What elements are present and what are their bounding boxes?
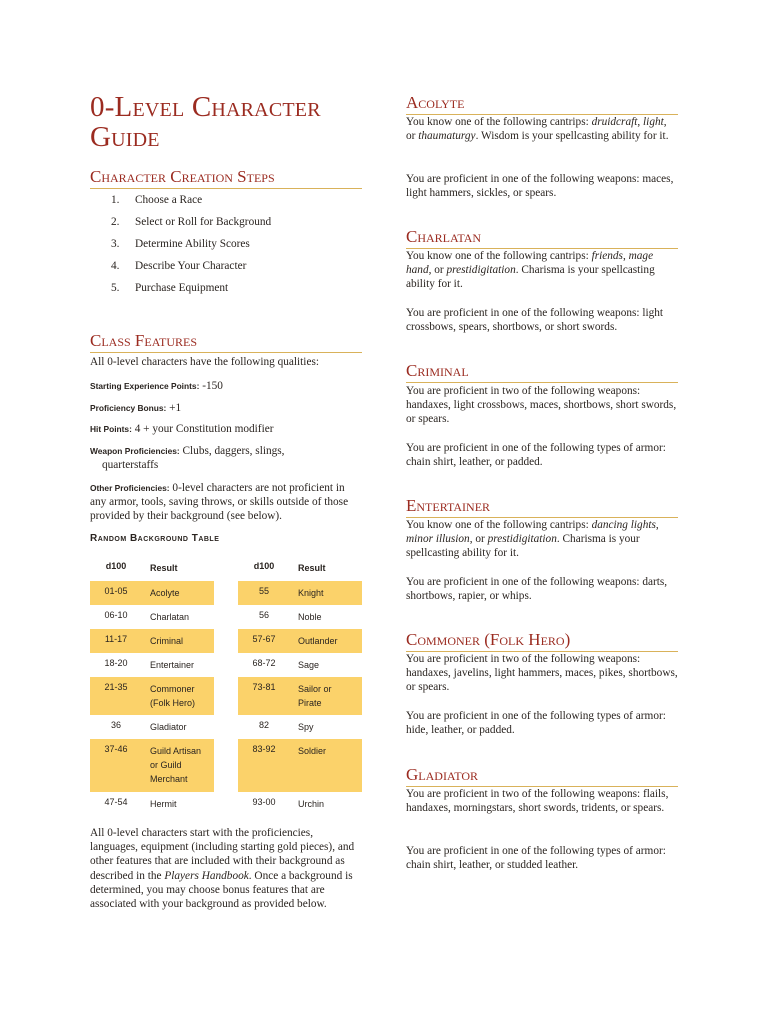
- table-row: 82 Spy: [258, 720, 314, 732]
- acolyte-weapons: You are proficient in one of the following weapons: maces, light hammers, sickles, or spears.: [406, 173, 674, 200]
- table-row: 57-67 Outlander: [238, 629, 362, 653]
- class-features-heading: Class Features: [90, 331, 362, 353]
- commoner-heading: Commoner (Folk Hero): [406, 630, 678, 652]
- feature-hit-points: Hit Points: 4 + your Constitution modifier: [90, 423, 274, 435]
- table-header: d100 Result: [105, 561, 178, 573]
- acolyte-heading: Acolyte: [406, 93, 678, 115]
- table-row: 55 Knight: [238, 581, 362, 605]
- criminal-weapons: You are proficient in two of the following weapons: handaxes, light crossbows, maces, shortbows, short swords, or spears.: [406, 385, 677, 426]
- list-item: 5. Purchase Equipment: [111, 282, 229, 294]
- table-row: 68-72 Sage: [252, 658, 320, 670]
- table-row: 18-20 Entertainer: [104, 658, 195, 670]
- entertainer-heading: Entertainer: [406, 496, 678, 518]
- entertainer-cantrips: You know one of the following cantrips: dancing lights, minor illusion, or prestidigitation. Charisma is your spellcasting ability for it.: [406, 519, 659, 560]
- table-row: 56 Noble: [258, 610, 322, 622]
- steps-list: [90, 193, 362, 303]
- charlatan-weapons: You are proficient in one of the following weapons: light crossbows, spears, shortbows, or short swords.: [406, 307, 664, 334]
- gladiator-armor: You are proficient in one of the following types of armor: chain shirt, leather, or studded leather.: [406, 845, 666, 872]
- feature-weapons: Weapon Proficiencies: Clubs, daggers, slings, quarterstaffs: [90, 445, 285, 471]
- gladiator-heading: Gladiator: [406, 765, 678, 787]
- list-item: 4. Describe Your Character: [111, 260, 247, 272]
- table-row: 93-00 Urchin: [252, 797, 325, 809]
- page-title: 0-Level Character Guide: [90, 91, 321, 153]
- table-row: 06-10 Charlatan: [104, 610, 190, 622]
- class-intro: All 0-level characters have the following qualities:: [90, 356, 319, 368]
- charlatan-heading: Charlatan: [406, 227, 678, 249]
- feature-proficiency: Proficiency Bonus: +1: [90, 402, 182, 414]
- table-row: 21-35 Commoner (Folk Hero): [90, 677, 214, 715]
- list-item: 1. Choose a Race: [111, 194, 203, 206]
- table-title: Random Background Table: [90, 533, 220, 544]
- gladiator-weapons: You are proficient in two of the following weapons: flails, handaxes, morningstars, short swords, tridents, or spears.: [406, 788, 669, 815]
- table-row: 36 Gladiator: [110, 720, 187, 732]
- steps-heading: Character Creation Steps: [90, 167, 362, 189]
- closing-paragraph: All 0-level characters start with the proficiencies, languages, equipment (including starting gold pieces), and other features that are included with their background as described in the Players Handbook. Once a background is determined, you may choose bonus features that are associated with your background as provided below.: [90, 827, 355, 911]
- criminal-armor: You are proficient in one of the following types of armor: chain shirt, leather, or padded.: [406, 442, 666, 469]
- table-row: 37-46 Guild Artisan or Guild Merchant: [90, 739, 214, 792]
- table-row: 83-92 Soldier: [238, 739, 362, 792]
- commoner-weapons: You are proficient in two of the following weapons: handaxes, javelins, light hammers, maces, pikes, shortbows, or spears.: [406, 653, 678, 694]
- entertainer-weapons: You are proficient in one of the following weapons: darts, shortbows, rapier, or whips.: [406, 576, 668, 603]
- background-table-a: [90, 557, 214, 816]
- commoner-armor: You are proficient in one of the following types of armor: hide, leather, or padded.: [406, 710, 666, 737]
- charlatan-cantrips: You know one of the following cantrips: friends, mage hand, or prestidigitation. Charisma is your spellcasting ability for it.: [406, 250, 655, 291]
- background-table-b: [238, 557, 362, 816]
- list-item: 2. Select or Roll for Background: [111, 216, 272, 228]
- acolyte-cantrips: You know one of the following cantrips: druidcraft, light, or thaumaturgy. Wisdom is your spellcasting ability for it.: [406, 116, 669, 143]
- criminal-heading: Criminal: [406, 361, 678, 383]
- table-row: 73-81 Sailor or Pirate: [238, 677, 362, 715]
- list-item: 3. Determine Ability Scores: [111, 238, 250, 250]
- feature-other: Other Proficiencies: 0-level characters are not proficient in any armor, tools, saving throws, or skills outside of those provided by their background (see below).: [90, 482, 349, 522]
- feature-xp: Starting Experience Points: -150: [90, 380, 223, 392]
- table-row: 01-05 Acolyte: [90, 581, 214, 605]
- table-row: 11-17 Criminal: [90, 629, 214, 653]
- table-header: d100 Result: [253, 561, 326, 573]
- table-row: 47-54 Hermit: [104, 797, 177, 809]
